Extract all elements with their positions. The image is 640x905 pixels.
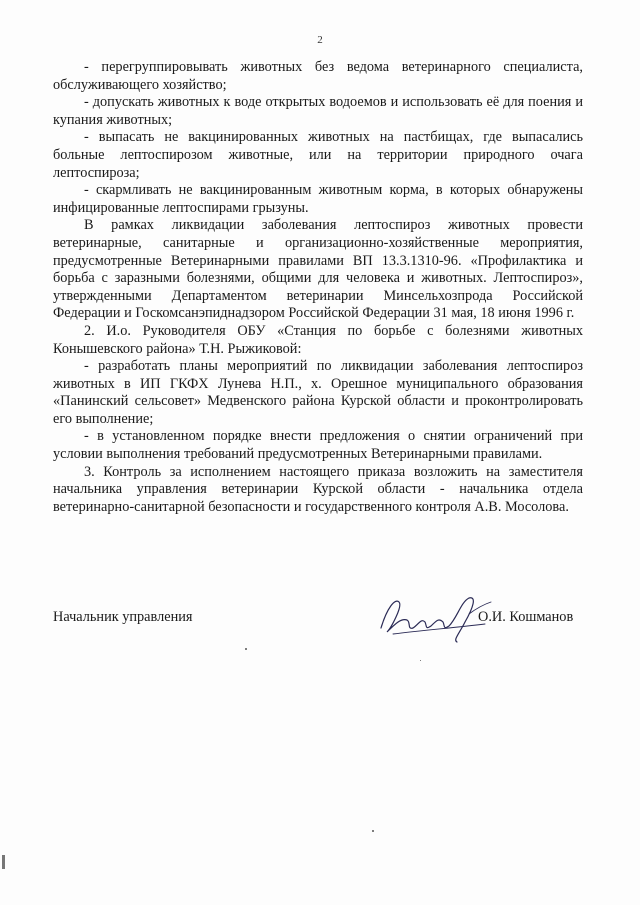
scan-speck <box>420 660 421 661</box>
scan-edge-mark <box>2 855 5 869</box>
paragraph-feed-ban: - скармливать не вакцинированным животным корма, в которых обнаружены инфицированные лептоспирами грызуны. <box>53 182 583 216</box>
paragraph-regroup-ban: - перегруппировывать животных без ведома ветеринарного специалиста, обслуживающего хозяйство; <box>53 59 583 93</box>
signatory-title: Начальник управления <box>53 609 193 625</box>
paragraph-liquidation-measures: В рамках ликвидации заболевания лептоспироз животных провести ветеринарные, санитарные и организационно-хозяйственные мероприятия, предусмотренные Ветеринарными правилами ВП 13.3.1310-96. «Профилактика и борьба с заразными болезнями, общими для человека и животных. Лептоспироз», утвержденными Департаментом ветеринарии Минсельхозпрода Российской Федерации и Госкомсанэпиднадзором Российской Федерации 31 мая, 18 июня 1996 г. <box>53 217 583 322</box>
paragraph-item-2: 2. И.о. Руководителя ОБУ «Станция по борьбе с болезнями животных Конышевского района» Т.Н. Рыжиковой: <box>53 322 583 357</box>
paragraph-lift-restrictions: - в установленном порядке внести предложения о снятии ограничений при условии выполнения требований предусмотренных Ветеринарными правилами. <box>53 428 583 463</box>
paragraph-item-3-control: 3. Контроль за исполнением настоящего приказа возложить на заместителя начальника управления ветеринарии Курской области - начальника отдела ветеринарно-санитарной безопасности и государственного контроля А.В. Мосолова. <box>53 463 583 515</box>
paragraph-water-ban: - допускать животных к воде открытых водоемов и использовать её для поения и купания животных; <box>53 94 583 128</box>
paragraph-develop-plans: - разработать планы мероприятий по ликвидации заболевания лептоспироз животных в ИП ГКФХ Лунева Н.П., х. Орешное муниципального образования «Панинский сельсовет» Медвенского района Курской области и проконтролировать его выполнение; <box>53 358 583 427</box>
page-number: 2 <box>317 34 323 46</box>
signatory-name: О.И. Кошманов <box>478 609 574 625</box>
scan-speck <box>245 648 247 650</box>
signature-block <box>53 600 583 640</box>
scan-speck <box>372 830 374 832</box>
document-body <box>53 59 583 516</box>
paragraph-pasture-ban: - выпасать не вакцинированных животных на пастбищах, где выпасались больные лептоспирозом животные, или на территории природного очага лептоспироза; <box>53 129 583 181</box>
